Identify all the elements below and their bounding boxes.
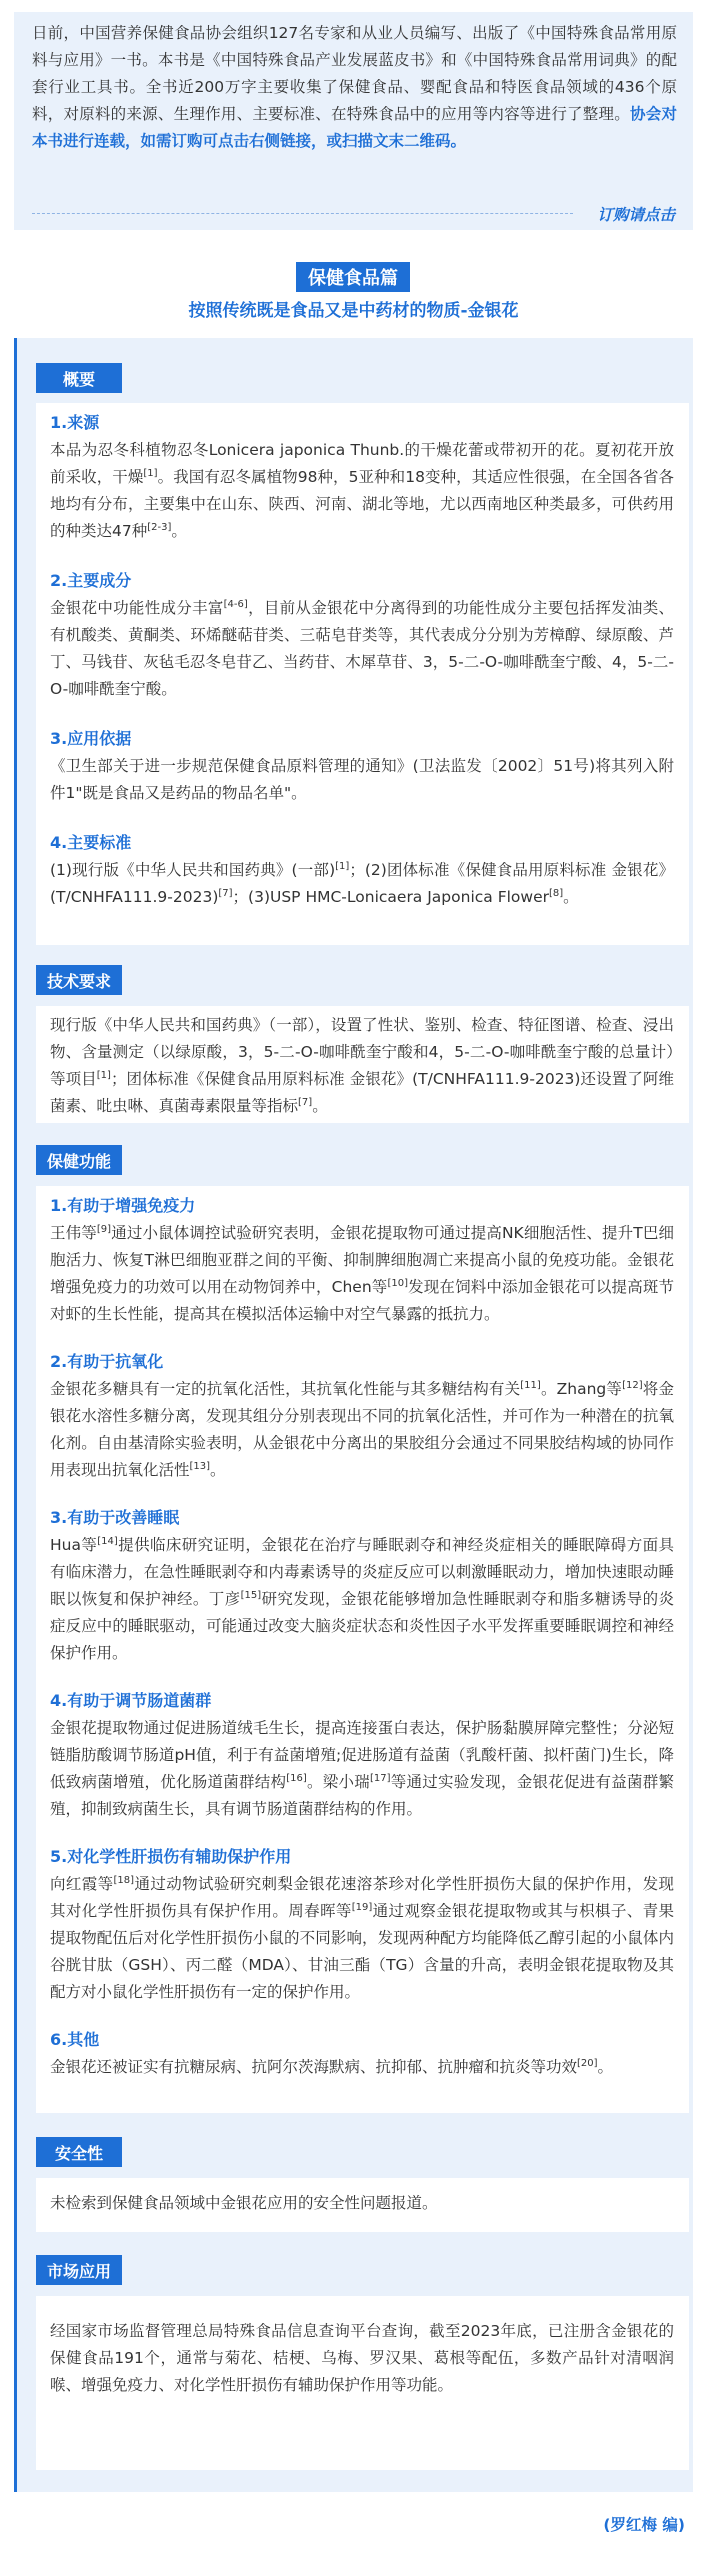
para-market: 经国家市场监督管理总局特殊食品信息查询平台查询，截至2023年底，已注册含金银花的保健食品191个，通常与菊花、桔梗、乌梅、罗汉果、葛根等配伍，多数产品针对清咽润喉、增强免疫力、对化学性肝损伤有辅助保护作用等功能。 [50,2322,674,2394]
heading-liver: 5.对化学性肝损伤有辅助保护作用 [50,1847,292,1866]
intro-body: 日前，中国营养保健食品协会组织127名专家和从业人员编写、出版了《中国特殊食品常用原料与应用》一书。本书是《中国特殊食品产业发展蓝皮书》和《中国特殊食品常用词典》的配套行业工具书。全书近200万字主要收集了保健食品、婴配食品和特医食品领域的436个原料，对原料的来源、生理作用、主要标准、在特殊食品中的应用等内容等进行了整理。 [32,24,677,123]
heading-antioxidant: 2.有助于抗氧化 [50,1352,164,1371]
heading-immunity: 1.有助于增强免疫力 [50,1196,196,1215]
heading-basis: 3.应用依据 [50,729,132,748]
heading-source: 1.来源 [50,413,100,432]
heading-other: 6.其他 [50,2030,100,2049]
order-link[interactable]: 订购请点击 [597,206,675,224]
panel-overview [36,403,689,945]
para-liver: 向红霞等[18]通过动物试验研究刺梨金银花速溶茶珍对化学性肝损伤大鼠的保护作用，发现其对化学性肝损伤具有保护作用。周春晖等[19]通过观察金银花提取物或其与枳椇子、青果提取物配伍后对化学性肝损伤小鼠的不同影响，发现两种配方均能降低乙醇引起的小鼠体内谷胱甘肽（GSH）、丙二醛（MDA）、甘油三酯（TG）含量的升高，表明金银花提取物及其配方对小鼠化学性肝损伤有一定的保护作用。 [50,1874,674,2001]
panel-safety [36,2178,689,2232]
heading-gut: 4.有助于调节肠道菌群 [50,1691,212,1710]
para-antioxidant: 金银花多糖具有一定的抗氧化活性，其抗氧化性能与其多糖结构有关[11]。Zhang等[12]将金银花水溶性多糖分离，发现其组分分别表现出不同的抗氧化活性，并可作为一种潜在的抗氧化剂。自由基清除实验表明，从金银花中分离出的果胶组分会通过不同果胶结构域的协同作用表现出抗氧化活性[13]。 [50,1379,674,1479]
tag-tech: 技术要求 [36,965,122,995]
heading-standards: 4.主要标准 [50,833,132,852]
para-immunity: 王伟等[9]通过小鼠体调控试验研究表明，金银花提取物可通过提高NK细胞活性、提升T巴细胞活力、恢复T淋巴细胞亚群之间的平衡、抑制脾细胞凋亡来提高小鼠的免疫功能。金银花增强免疫力的功效可以用在动物饲养中，Chen等[10]发现在饲料中添加金银花可以提高斑节对虾的生长性能，提高其在模拟活体运输中对空气暴露的抵抗力。 [50,1223,674,1323]
para-components: 金银花中功能性成分丰富[4-6]，目前从金银花中分离得到的功能性成分主要包括挥发油类、有机酸类、黄酮类、环烯醚萜苷类、三萜皂苷类等，其代表成分分别为芳樟醇、绿原酸、芦丁、马钱苷、灰毡毛忍冬皂苷乙、当药苷、木犀草苷、3，5-二-O-咖啡酰奎宁酸、4，5-二-O-咖啡酰奎宁酸。 [50,598,674,698]
para-sleep: Hua等[14]提供临床研究证明，金银花在治疗与睡眠剥夺和神经炎症相关的睡眠障碍方面具有临床潜力，在急性睡眠剥夺和内毒素诱导的炎症反应可以刺激睡眠动力，增加快速眼动睡眠以恢复和保护神经。丁彦[15]研究发现，金银花能够增加急性睡眠剥夺和脂多糖诱导的炎症反应中的睡眠驱动，可能通过改变大脑炎症状态和炎性因子水平发挥重要睡眠调控和神经保护作用。 [50,1535,674,1662]
section-title: 保健食品篇 [296,262,410,292]
para-standards: (1)现行版《中华人民共和国药典》(一部)[1]；(2)团体标准《保健食品用原料标准 金银花》(T/CNHFA111.9-2023)[7]；(3)USP HMC-Lonicaera Japonica Flower[8]。 [50,860,674,906]
tag-overview: 概要 [36,363,122,393]
intro-box [14,12,693,230]
para-gut: 金银花提取物通过促进肠道绒毛生长，提高连接蛋白表达，保护肠黏膜屏障完整性；分泌短链脂肪酸调节肠道pH值，利于有益菌增殖;促进肠道有益菌（乳酸杆菌、拟杆菌门)生长，降低致病菌增殖，优化肠道菌群结构[16]。梁小瑞[17]等通过实验发现，金银花促进有益菌群繁殖，抑制致病菌生长，具有调节肠道菌群结构的作用。 [50,1719,674,1818]
author-credit: (罗红梅 编) [603,2516,685,2534]
panel-tech [36,1006,689,1123]
heading-sleep: 3.有助于改善睡眠 [50,1508,180,1527]
intro-highlight[interactable]: 协会对本书进行连载，如需订购可点击右侧链接，或扫描文末二维码。 [32,105,677,150]
para-source: 本品为忍冬科植物忍冬Lonicera japonica Thunb.的干燥花蕾或带初开的花。夏初花开放前采收，干燥[1]。我国有忍冬属植物98种，5亚种和18变种，其适应性很强，在全国各省各地均有分布，主要集中在山东、陕西、河南、湖北等地，尤以西南地区种类最多，可供药用的种类达47种[2-3]。 [50,441,674,540]
para-tech: 现行版《中华人民共和国药典》（一部），设置了性状、鉴别、检查、特征图谱、检查、浸出物、含量测定（以绿原酸，3，5-二-O-咖啡酰奎宁酸和4，5-二-O-咖啡酰奎宁酸的总量计）等项目[1]；团体标准《保健食品用原料标准 金银花》(T/CNHFA111.9-2023)还设置了阿维菌素、吡虫啉、真菌毒素限量等指标[7]。 [50,1016,674,1115]
para-basis: 《卫生部关于进一步规范保健食品原料管理的通知》(卫法监发〔2002〕51号)将其列入附件1"既是食品又是药品的物品名单"。 [50,757,674,802]
intro-text [32,20,677,155]
panel-functions [36,1186,689,2113]
content-frame [14,338,693,2492]
tag-market: 市场应用 [36,2255,122,2285]
heading-components: 2.主要成分 [50,571,132,590]
para-other: 金银花还被证实有抗糖尿病、抗阿尔茨海默病、抗抑郁、抗肿瘤和抗炎等功效[20]。 [50,2057,614,2076]
panel-market [36,2296,689,2470]
section-subtitle: 按照传统既是食品又是中药材的物质-金银花 [188,301,519,321]
para-safety: 未检索到保健食品领域中金银花应用的安全性问题报道。 [50,2194,438,2212]
tag-safety: 安全性 [36,2137,122,2167]
intro-divider [32,213,573,214]
tag-functions: 保健功能 [36,1145,122,1175]
